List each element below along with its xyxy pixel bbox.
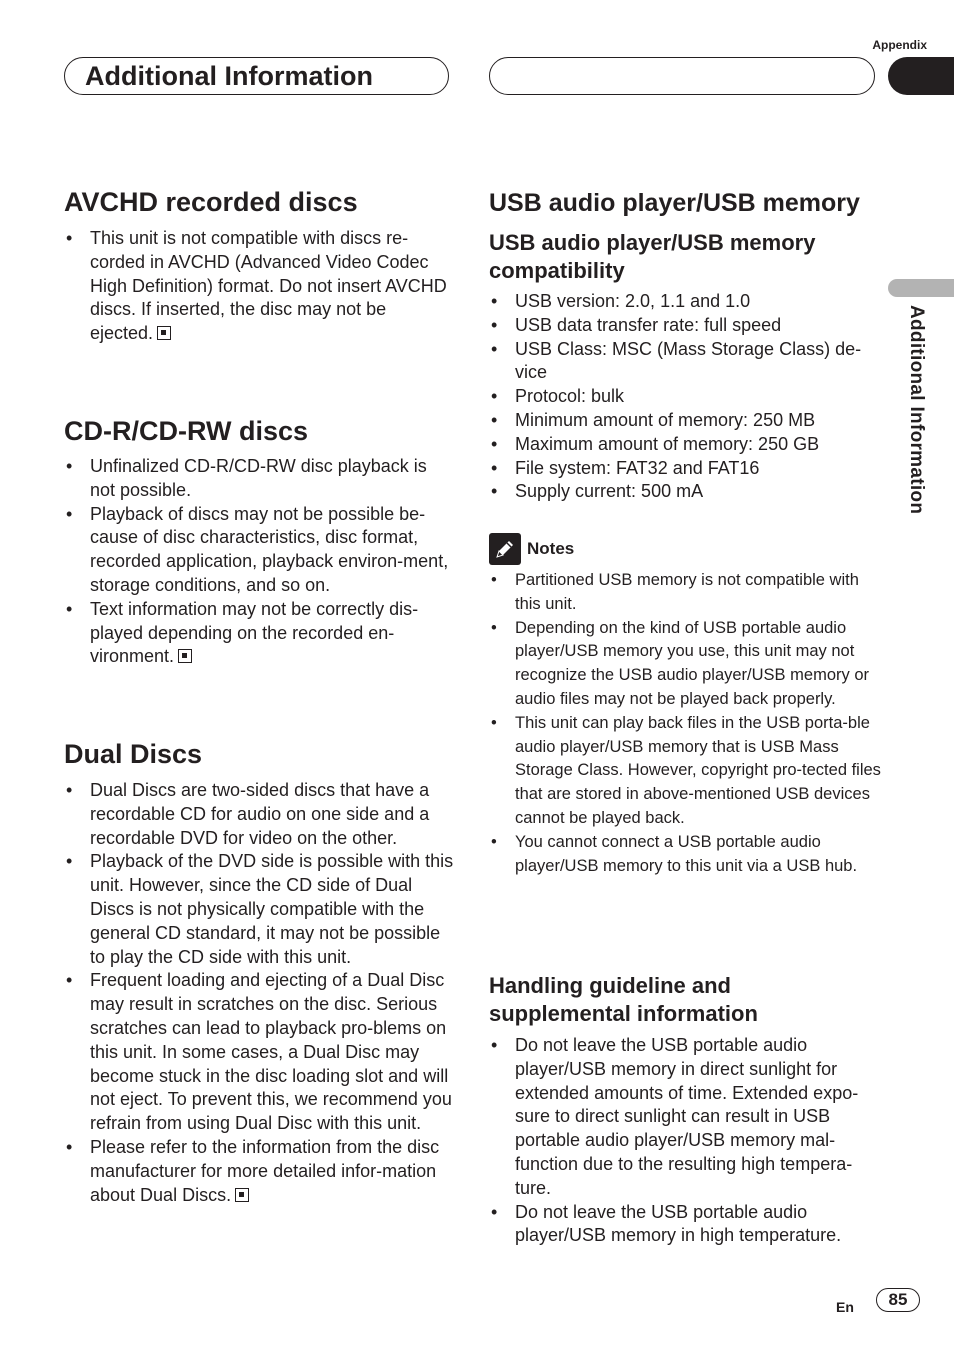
list-item: • Protocol: bulk [489,385,881,409]
handling-list [489,1034,881,1248]
list-item: • USB data transfer rate: full speed [489,314,881,338]
list-item: • Text information may not be correctly dis-played depending on the recorded en-vironment. [64,598,454,669]
list-item: • Dual Discs are two-sided discs that have a recordable CD for audio on one side and a recordable DVD for video on the other. [64,779,454,850]
cdr-heading: CD-R/CD-RW discs [64,416,309,446]
list-item: • This unit can play back files in the USB porta-ble audio player/USB memory that is USB Mass Storage Class. However, copyright pro-tected files that are stored in above-mentioned USB devices cannot be played back. [489,712,881,831]
list-item: • Playback of discs may not be possible be-cause of disc characteristics, disc format, recorded application, playback environ-ment, storage conditions, and so on. [64,503,454,598]
list-item: • Supply current: 500 mA [489,480,881,504]
handling-heading: Handling guideline and supplemental information [489,973,758,1026]
appendix-label: Appendix [872,38,927,52]
dual-heading: Dual Discs [64,739,203,769]
list-item: • This unit is not compatible with discs re-corded in AVCHD (Advanced Video Codec High Definition) format. Do not insert AVCHD discs. If inserted, the disc may not be ejected. [64,227,454,346]
notes-header [489,533,574,565]
usb-spec-list [489,290,881,504]
list-item: • USB Class: MSC (Mass Storage Class) de-vice [489,338,881,386]
list-item: • USB version: 2.0, 1.1 and 1.0 [489,290,881,314]
avchd-list [64,227,454,346]
side-section-label: Additional Information [906,305,927,515]
avchd-heading: AVCHD recorded discs [64,187,358,217]
cdr-list [64,455,454,669]
end-mark-icon [235,1188,249,1202]
section-title: Additional Information [64,57,449,95]
usb-heading: USB audio player/USB memory [489,189,860,217]
list-item: • You cannot connect a USB portable audio player/USB memory to this unit via a USB hub. [489,831,881,879]
list-item: • Maximum amount of memory: 250 GB [489,433,881,457]
list-item: • Do not leave the USB portable audio player/USB memory in high temperature. [489,1201,881,1249]
end-mark-icon [178,649,192,663]
notes-list [489,569,881,878]
list-item: • Unfinalized CD-R/CD-RW disc playback is not possible. [64,455,454,503]
list-item: • Depending on the kind of USB portable audio player/USB memory you use, this unit may not recognize the USB audio player/USB memory or audio files may not be played back properly. [489,617,881,712]
list-item: • Partitioned USB memory is not compatible with this unit. [489,569,881,617]
list-item: • Frequent loading and ejecting of a Dual Disc may result in scratches on the disc. Serious scratches can lead to playback pro-blems on this unit. In some cases, a Dual Disc may become stuck in the disc loading slot and will not eject. To prevent this, we recommend you refrain from using Dual Disc with this unit. [64,969,454,1136]
list-item: • Playback of the DVD side is possible with this unit. However, since the CD side of Dual Discs is not physically compatible with the general CD standard, it may not be possible to play the CD side with this unit. [64,850,454,969]
end-mark-icon [157,326,171,340]
list-item: • Do not leave the USB portable audio player/USB memory in direct sunlight for extended amounts of time. Extended expo-sure to direct sunlight can result in USB portable audio player/USB memory mal-function due to the resulting high tempera-ture. [489,1034,881,1201]
page-number: 85 [876,1288,920,1312]
notes-label: Notes [527,539,575,558]
list-item: • Minimum amount of memory: 250 MB [489,409,881,433]
list-item: • Please refer to the information from the disc manufacturer for more detailed infor-mation about Dual Discs. [64,1136,454,1207]
section-marker-tab [888,279,954,297]
list-item: • File system: FAT32 and FAT16 [489,457,881,481]
chapter-tab [888,57,954,95]
header-empty-pill [489,57,875,95]
language-code: En [836,1299,854,1315]
pencil-icon [489,533,521,565]
dual-list [64,779,454,1207]
usb-compat-heading: USB audio player/USB memory compatibility [489,230,816,283]
